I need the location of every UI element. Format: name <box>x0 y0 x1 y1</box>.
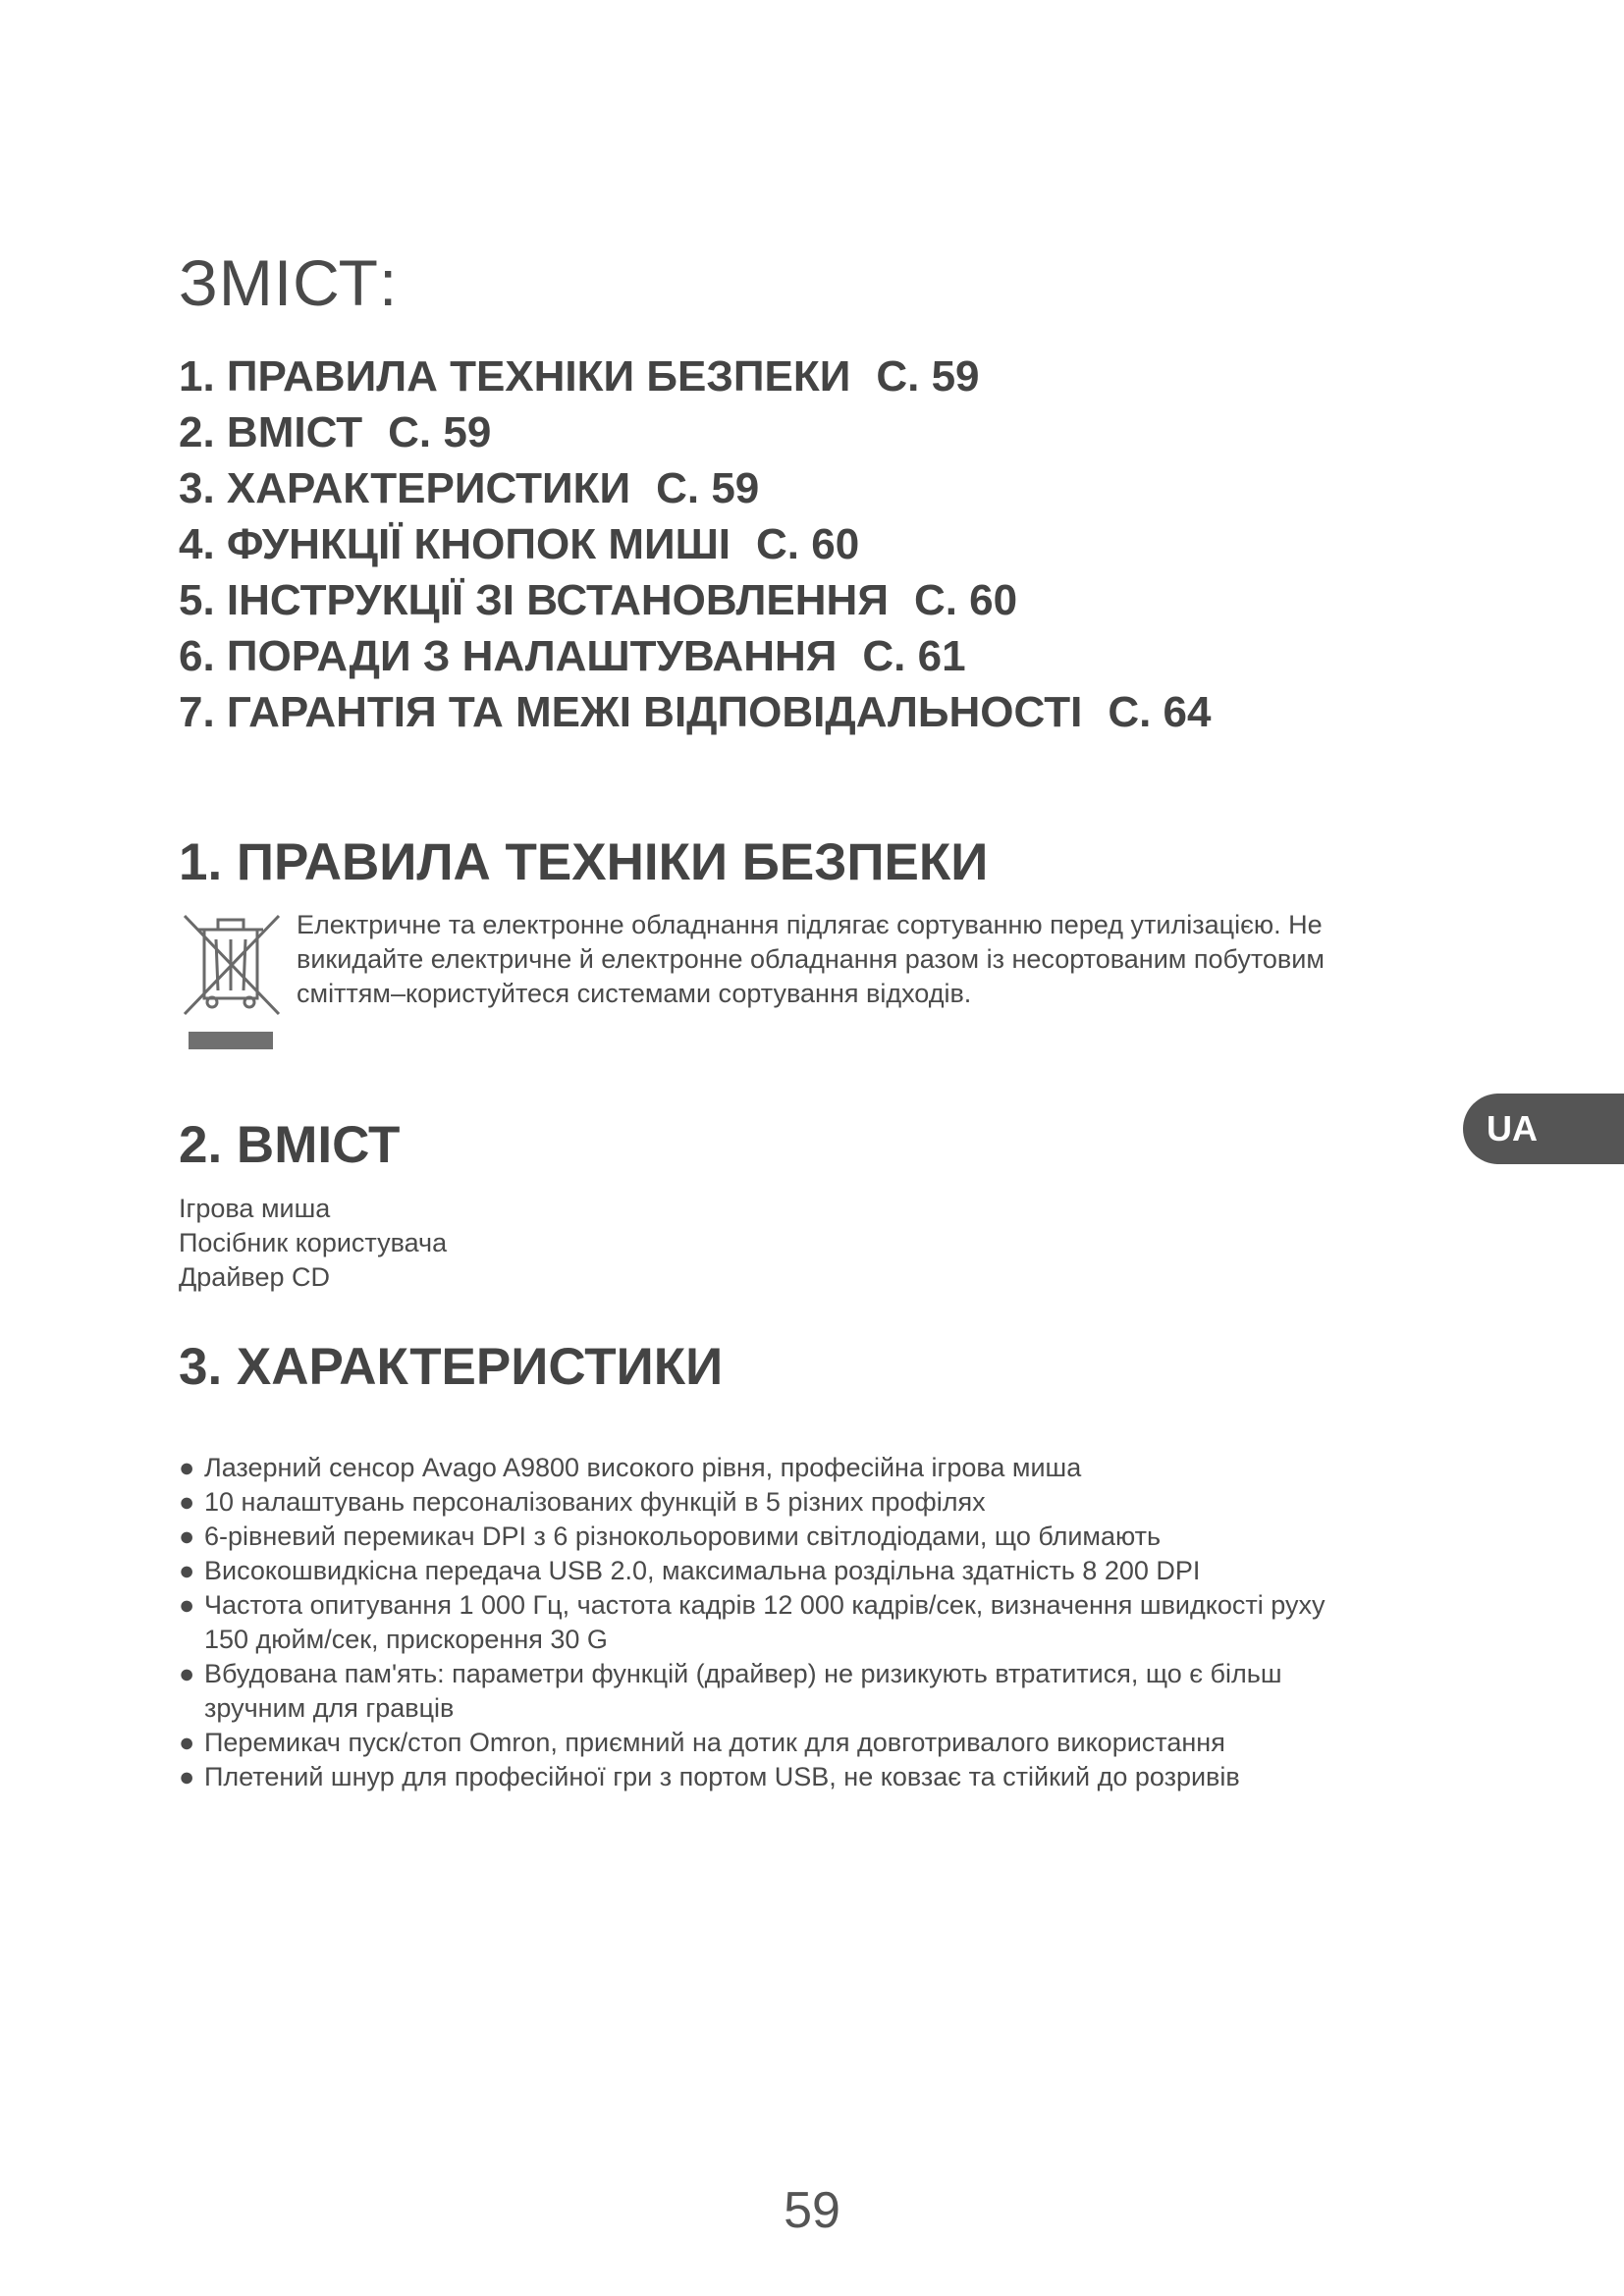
feature-item <box>179 1554 1455 1588</box>
toc-item-title: 5. ІНСТРУКЦІЇ ЗІ ВСТАНОВЛЕННЯ <box>179 576 889 624</box>
contents-item: Драйвер CD <box>179 1262 330 1292</box>
toc-item-title: 1. ПРАВИЛА ТЕХНІКИ БЕЗПЕКИ <box>179 352 851 400</box>
feature-line: Перемикач пуск/стоп Omron, приємний на дотик для довготривалого використання <box>204 1728 1225 1757</box>
page-number: 59 <box>784 2182 840 2239</box>
bullet-icon: ● <box>179 1762 195 1791</box>
bullet-icon: ● <box>179 1590 195 1620</box>
toc-item-page: С. 61 <box>862 632 966 680</box>
toc-item-page: С. 60 <box>913 576 1018 624</box>
toc-item <box>179 572 1211 628</box>
toc-item-title: 4. ФУНКЦІЇ КНОПОК МИШІ <box>179 520 731 568</box>
feature-line: Плетений шнур для професійної гри з портом USB, не ковзає та стійкий до розривів <box>204 1762 1240 1791</box>
language-tab: UA <box>1463 1094 1624 1164</box>
toc-item <box>179 460 1211 516</box>
contents-heading: 2. ВМІСТ <box>179 1116 401 1174</box>
toc-item-title: 3. ХАРАКТЕРИСТИКИ <box>179 464 631 512</box>
toc-item-title: 6. ПОРАДИ З НАЛАШТУВАННЯ <box>179 632 838 680</box>
toc-item-page: С. 64 <box>1108 688 1212 736</box>
feature-line: Частота опитування 1 000 Гц, частота кадрів 12 000 кадрів/сек, визначення швидкості руху <box>204 1590 1326 1620</box>
bullet-icon: ● <box>179 1556 195 1585</box>
feature-line: Високошвидкісна передача USB 2.0, максимальна роздільна здатність 8 200 DPI <box>204 1556 1201 1585</box>
features-heading: 3. ХАРАКТЕРИСТИКИ <box>179 1338 724 1396</box>
feature-item <box>179 1485 1455 1520</box>
toc-item-page: С. 59 <box>656 464 760 512</box>
bullet-icon: ● <box>179 1487 195 1517</box>
contents-list <box>179 1192 447 1295</box>
feature-line: 150 дюйм/сек, прискорення 30 G <box>204 1625 608 1654</box>
safety-text <box>297 908 1455 1011</box>
table-of-contents <box>179 348 1211 740</box>
features-list <box>179 1451 1455 1794</box>
feature-item <box>179 1588 1455 1657</box>
contents-item: Посібник користувача <box>179 1228 448 1257</box>
feature-line: 6-рівневий перемикач DPI з 6 різнокольоровими світлодіодами, що блимають <box>204 1522 1162 1551</box>
safety-text-line: Електричне та електронне обладнання підлягає сортуванню перед утилізацією. Не <box>297 910 1323 939</box>
toc-item-title: 7. ГАРАНТІЯ ТА МЕЖІ ВІДПОВІДАЛЬНОСТІ <box>179 688 1083 736</box>
toc-item <box>179 516 1211 572</box>
page-title: ЗМІСТ: <box>179 246 399 319</box>
toc-item <box>179 684 1211 740</box>
toc-item-title: 2. ВМІСТ <box>179 408 363 456</box>
toc-item <box>179 348 1211 404</box>
safety-text-line: сміттям–користуйтеся системами сортування відходів. <box>297 979 972 1008</box>
safety-heading: 1. ПРАВИЛА ТЕХНІКИ БЕЗПЕКИ <box>179 833 989 891</box>
toc-item-page: С. 59 <box>876 352 980 400</box>
feature-line: Лазерний сенсор Avago A9800 високого рівня, професійна ігрова миша <box>204 1453 1082 1482</box>
feature-line: зручним для гравців <box>204 1693 455 1723</box>
bullet-icon: ● <box>179 1453 195 1482</box>
bullet-icon: ● <box>179 1728 195 1757</box>
feature-item <box>179 1657 1455 1726</box>
feature-item <box>179 1726 1455 1760</box>
weee-crossed-bin-icon <box>179 908 285 1055</box>
bullet-icon: ● <box>179 1659 195 1688</box>
toc-item <box>179 628 1211 684</box>
feature-line: 10 налаштувань персоналізованих функцій в 5 різних профілях <box>204 1487 986 1517</box>
toc-item-page: С. 59 <box>388 408 492 456</box>
safety-text-line: викидайте електричне й електронне обладнання разом із несортованим побутовим <box>297 944 1325 974</box>
toc-item-page: С. 60 <box>756 520 860 568</box>
contents-item: Ігрова миша <box>179 1194 331 1223</box>
toc-item <box>179 404 1211 460</box>
bullet-icon: ● <box>179 1522 195 1551</box>
feature-item <box>179 1760 1455 1794</box>
feature-item <box>179 1520 1455 1554</box>
feature-item <box>179 1451 1455 1485</box>
feature-line: Вбудована пам'ять: параметри функцій (драйвер) не ризикують втратитися, що є більш <box>204 1659 1282 1688</box>
